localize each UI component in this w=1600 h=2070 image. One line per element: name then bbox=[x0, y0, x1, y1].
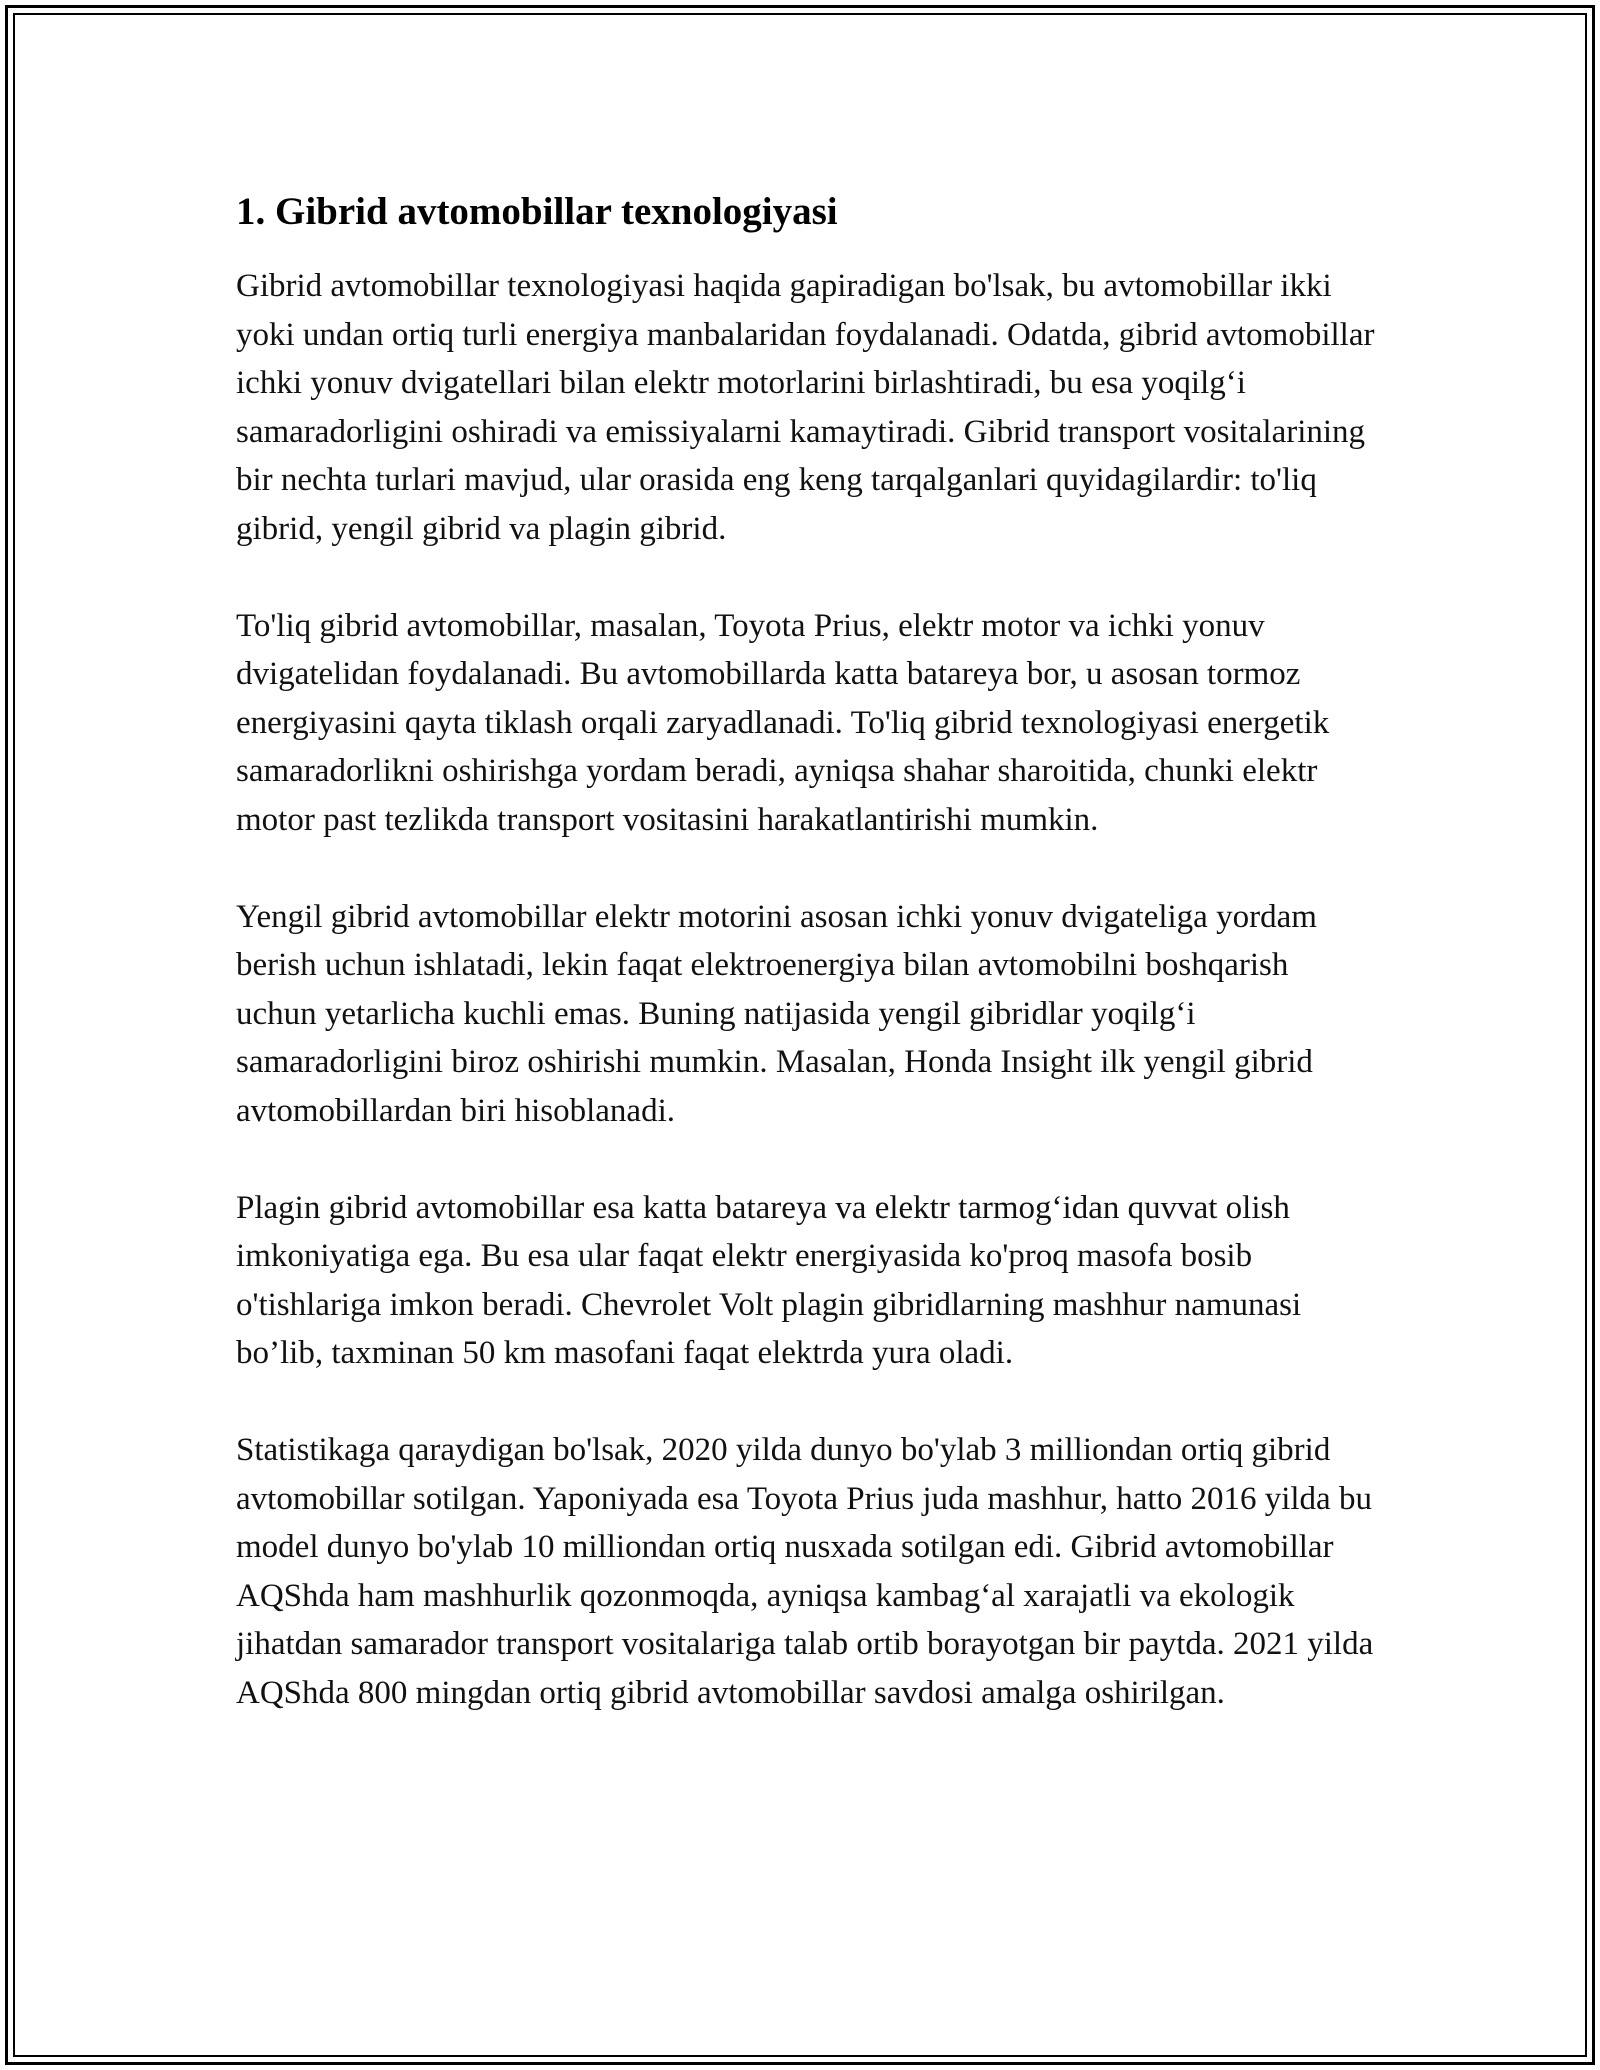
paragraph-intro: Gibrid avtomobillar texnologiyasi haqida gapiradigan bo'lsak, bu avtomobillar ikki yoki undan ortiq turli energiya manbalaridan foydalanadi. Odatda, gibrid avtomobillar ichki yonuv dvigatellari bilan elektr motorlarini birlashtiradi, bu esa yoqilg‘i samaradorligini oshiradi va emissiyalarni kamaytiradi. Gibrid transport vositalarining bir nechta turlari mavjud, ular orasida eng keng tarqalganlari quyidagilardir: to'liq gibrid, yengil gibrid va plagin gibrid. bbox=[236, 268, 1375, 547]
paragraph-mild-hybrid: Yengil gibrid avtomobillar elektr motorini asosan ichki yonuv dvigateliga yordam berish uchun ishlatadi, lekin faqat elektroenergiya bilan avtomobilni boshqarish uchun yetarlicha kuchli emas. Buning natijasida yengil gibridlar yoqilg‘i samaradorligini biroz oshirishi mumkin. Masalan, Honda Insight ilk yengil gibrid avtomobillardan biri hisoblanadi. bbox=[236, 898, 1317, 1129]
document-body bbox=[236, 188, 1376, 1766]
paragraph-full-hybrid: To'liq gibrid avtomobillar, masalan, Toyota Prius, elektr motor va ichki yonuv dvigatelidan foydalanadi. Bu avtomobillarda katta batareya bor, u asosan tormoz energiyasini qayta tiklash orqali zaryadlanadi. To'liq gibrid texnologiyasi energetik samaradorlikni oshirishga yordam beradi, ayniqsa shahar sharoitida, chunki elektr motor past tezlikda transport vositasini harakatlantirishi mumkin. bbox=[236, 607, 1330, 838]
paragraph-plugin-hybrid: Plagin gibrid avtomobillar esa katta batareya va elektr tarmog‘idan quvvat olish imkoniyatiga ega. Bu esa ular faqat elektr energiyasida ko'proq masofa bosib o'tishlariga imkon beradi. Chevrolet Volt plagin gibridlarning mashhur namunasi bo’lib, taxminan 50 km masofani faqat elektrda yura oladi. bbox=[236, 1189, 1302, 1371]
section-heading: 1. Gibrid avtomobillar texnologiyasi bbox=[236, 190, 838, 233]
paragraph-statistics: Statistikaga qaraydigan bo'lsak, 2020 yilda dunyo bo'ylab 3 milliondan ortiq gibrid avtomobillar sotilgan. Yaponiyada esa Toyota Prius juda mashhur, hatto 2016 yilda bu model dunyo bo'ylab 10 milliondan ortiq nusxada sotilgan edi. Gibrid avtomobillar AQShda ham mashhurlik qozonmoqda, ayniqsa kambag‘al xarajatli va ekologik jihatdan samarador transport vositalariga talab ortib borayotgan bir paytda. 2021 yilda AQShda 800 mingdan ortiq gibrid avtomobillar savdosi amalga oshirilgan. bbox=[236, 1432, 1374, 1711]
